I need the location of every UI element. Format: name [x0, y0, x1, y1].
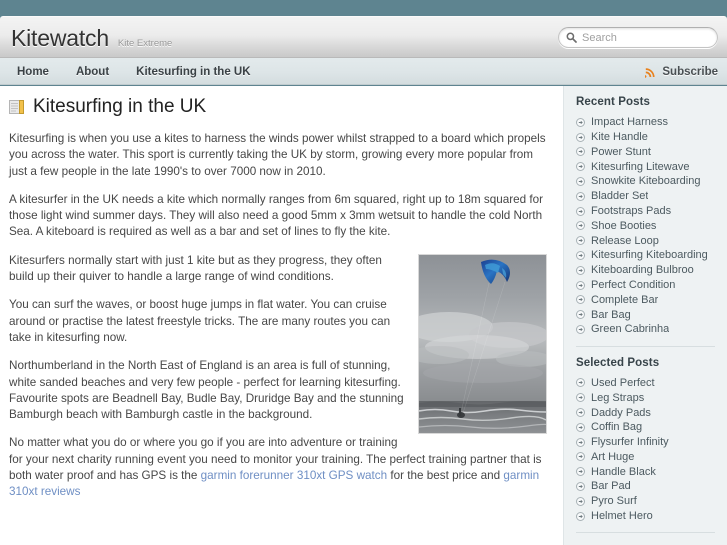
selected-post-link[interactable]: Leg Straps — [591, 391, 645, 404]
arrow-circle-icon — [576, 423, 585, 432]
list-item[interactable] — [576, 307, 717, 322]
site-header — [0, 16, 727, 58]
recent-post-link[interactable]: Shoe Booties — [591, 219, 657, 232]
paragraph-2: A kitesurfer in the UK needs a kite which normally ranges from 6m squared, right up to 18m squared for those light wind summer days. They will also need a good 5mm x 3mm wetsuit to handle the cold North Sea. A kiteboard is required as well as a bar and set of lines to fly the kite. — [9, 192, 543, 239]
selected-post-link[interactable]: Pyro Surf — [591, 495, 637, 508]
arrow-circle-icon — [576, 281, 585, 290]
recent-post-link[interactable]: Bladder Set — [591, 190, 649, 203]
selected-post-link[interactable]: Daddy Pads — [591, 406, 651, 419]
site-branding — [11, 25, 172, 52]
recent-post-link[interactable]: Bar Bag — [591, 308, 631, 321]
arrow-circle-icon — [576, 438, 585, 447]
sidebar — [563, 86, 727, 545]
recent-post-link[interactable]: Kitesurfing Litewave — [591, 160, 690, 173]
garmin-reviews-link[interactable]: garmin 310xt reviews — [9, 469, 540, 499]
recent-post-link[interactable]: Green Cabrinha — [591, 323, 670, 336]
list-item[interactable] — [576, 248, 717, 263]
arrow-circle-icon — [576, 482, 585, 491]
selected-posts-list — [576, 376, 717, 524]
arrow-circle-icon — [576, 177, 585, 186]
arrow-circle-icon — [576, 295, 585, 304]
arrow-circle-icon — [576, 251, 585, 260]
list-item[interactable] — [576, 376, 717, 391]
paragraph-5: Northumberland in the North East of England is an area is full of stunning, white sanded beaches and very few people - perfect for learning kitesurfing. Favourite spots are Beadnell Bay, Budle Bay, Druridge Bay and the stunning Bamburgh beach with Bamburgh castle in the background. — [9, 359, 404, 422]
selected-post-link[interactable]: Used Perfect — [591, 376, 655, 389]
selected-post-link[interactable]: Bar Pad — [591, 480, 631, 493]
arrow-circle-icon — [576, 162, 585, 171]
arrow-circle-icon — [576, 147, 585, 156]
arrow-circle-icon — [576, 192, 585, 201]
widget-recent-posts — [576, 96, 717, 337]
kitesurfer-photo — [419, 255, 546, 433]
list-item[interactable] — [576, 189, 717, 204]
selected-post-link[interactable]: Helmet Hero — [591, 510, 653, 523]
page-icon — [9, 100, 25, 114]
list-item[interactable] — [576, 233, 717, 248]
main-content — [0, 86, 563, 545]
nav-item-kitesurfing-in-the-uk[interactable] — [128, 62, 258, 82]
list-item[interactable] — [576, 494, 717, 509]
arrow-circle-icon — [576, 133, 585, 142]
nav-link-kitesurfing-in-the-uk[interactable]: Kitesurfing in the UK — [136, 65, 251, 78]
recent-post-link[interactable]: Complete Bar — [591, 293, 659, 306]
arrow-circle-icon — [576, 512, 585, 521]
paragraph-3: Kitesurfers normally start with just 1 kite but as they progress, they often build up their quiver to handle a large range of wind conditions. — [9, 253, 382, 284]
recent-post-link[interactable]: Impact Harness — [591, 116, 669, 129]
garmin-watch-link[interactable]: garmin forerunner 310xt GPS watch — [200, 469, 388, 483]
arrow-circle-icon — [576, 207, 585, 216]
arrow-circle-icon — [576, 236, 585, 245]
arrow-circle-icon — [576, 266, 585, 275]
subscribe-label: Subscribe — [662, 65, 718, 78]
article-image — [418, 254, 547, 434]
widget-title-selected-posts: Selected Posts — [576, 356, 660, 369]
search-form[interactable] — [558, 27, 718, 48]
arrow-circle-icon — [576, 393, 585, 402]
nav-link-home[interactable]: Home — [17, 65, 49, 78]
list-item[interactable] — [576, 130, 717, 145]
list-item[interactable] — [576, 115, 717, 130]
paragraph-1: Kitesurfing is when you use a kites to harness the winds power whilst strapped to a board which propels you across the water. This sport is currently taking the UK by storm, growing every more popular from just a few people in the late 1990's to over 7000 now in 2010. — [9, 132, 546, 178]
nav-menu — [9, 58, 270, 85]
arrow-circle-icon — [576, 378, 585, 387]
arrow-circle-icon — [576, 310, 585, 319]
primary-navigation — [0, 58, 727, 85]
arrow-circle-icon — [576, 467, 585, 476]
list-item[interactable] — [576, 278, 717, 293]
recent-post-link[interactable]: Snowkite Kiteboarding — [591, 175, 701, 188]
page-title-text: Kitesurfing in the UK — [33, 96, 207, 117]
recent-post-link[interactable]: Perfect Condition — [591, 279, 676, 292]
list-item[interactable] — [576, 464, 717, 479]
arrow-circle-icon — [576, 221, 585, 230]
site-tagline: Kite Extreme — [117, 38, 173, 49]
search-icon — [566, 32, 577, 43]
nav-link-about[interactable]: About — [75, 65, 110, 78]
nav-item-about[interactable] — [68, 62, 117, 82]
list-item[interactable] — [576, 390, 717, 405]
list-item[interactable] — [576, 450, 717, 465]
selected-post-link[interactable]: Handle Black — [591, 465, 656, 478]
recent-post-link[interactable]: Kiteboarding Bulbroo — [591, 264, 694, 277]
list-item[interactable] — [576, 263, 717, 278]
paragraph-6-text-2: for the best price and — [387, 469, 504, 483]
rss-icon — [645, 66, 657, 78]
paragraph-6-text-1: No matter what you do or where you go if you are into adventure or training for your next charity running event you need to monitor your training. The perfect training partner that is both water proof and has GPS is the — [9, 436, 542, 483]
list-item[interactable] — [576, 145, 717, 160]
selected-post-link[interactable]: Coffin Bag — [591, 421, 643, 434]
list-item[interactable] — [576, 219, 717, 234]
list-item[interactable] — [576, 479, 717, 494]
arrow-circle-icon — [576, 408, 585, 417]
selected-post-link[interactable]: Flysurfer Infinity — [591, 436, 669, 449]
list-item[interactable] — [576, 293, 717, 308]
arrow-circle-icon — [576, 325, 585, 334]
widget-selected-posts — [576, 357, 717, 524]
list-item[interactable] — [576, 159, 717, 174]
list-item[interactable] — [576, 435, 717, 450]
selected-post-link[interactable]: Art Huge — [591, 450, 635, 463]
site-title[interactable]: Kitewatch — [11, 25, 109, 51]
recent-post-link[interactable]: Kite Handle — [591, 131, 648, 144]
widget-divider-bottom — [576, 532, 715, 533]
list-item[interactable] — [576, 204, 717, 219]
paragraph-4: You can surf the waves, or boost huge jumps in flat water. You can cruise around or practise the latest freestyle tricks. The are many routes you can take in kitesurfing now. — [9, 298, 391, 344]
arrow-circle-icon — [576, 118, 585, 127]
page-body — [0, 86, 727, 545]
subscribe-button[interactable] — [645, 58, 718, 85]
recent-post-link[interactable]: Power Stunt — [591, 145, 651, 158]
list-item[interactable] — [576, 509, 717, 524]
list-item[interactable] — [576, 405, 717, 420]
page-title — [9, 96, 551, 118]
nav-item-home[interactable] — [9, 62, 57, 82]
recent-post-link[interactable]: Kitesurfing Kiteboarding — [591, 249, 708, 262]
widget-divider — [576, 346, 715, 347]
arrow-circle-icon — [576, 497, 585, 506]
arrow-circle-icon — [576, 452, 585, 461]
recent-post-link[interactable]: Footstraps Pads — [591, 205, 672, 218]
search-input[interactable] — [582, 29, 709, 46]
recent-posts-list — [576, 115, 717, 337]
recent-post-link[interactable]: Release Loop — [591, 234, 659, 247]
list-item[interactable] — [576, 174, 717, 189]
list-item[interactable] — [576, 420, 717, 435]
paragraph-6 — [9, 435, 551, 500]
list-item[interactable] — [576, 322, 717, 337]
widget-title-recent-posts: Recent Posts — [576, 96, 651, 108]
